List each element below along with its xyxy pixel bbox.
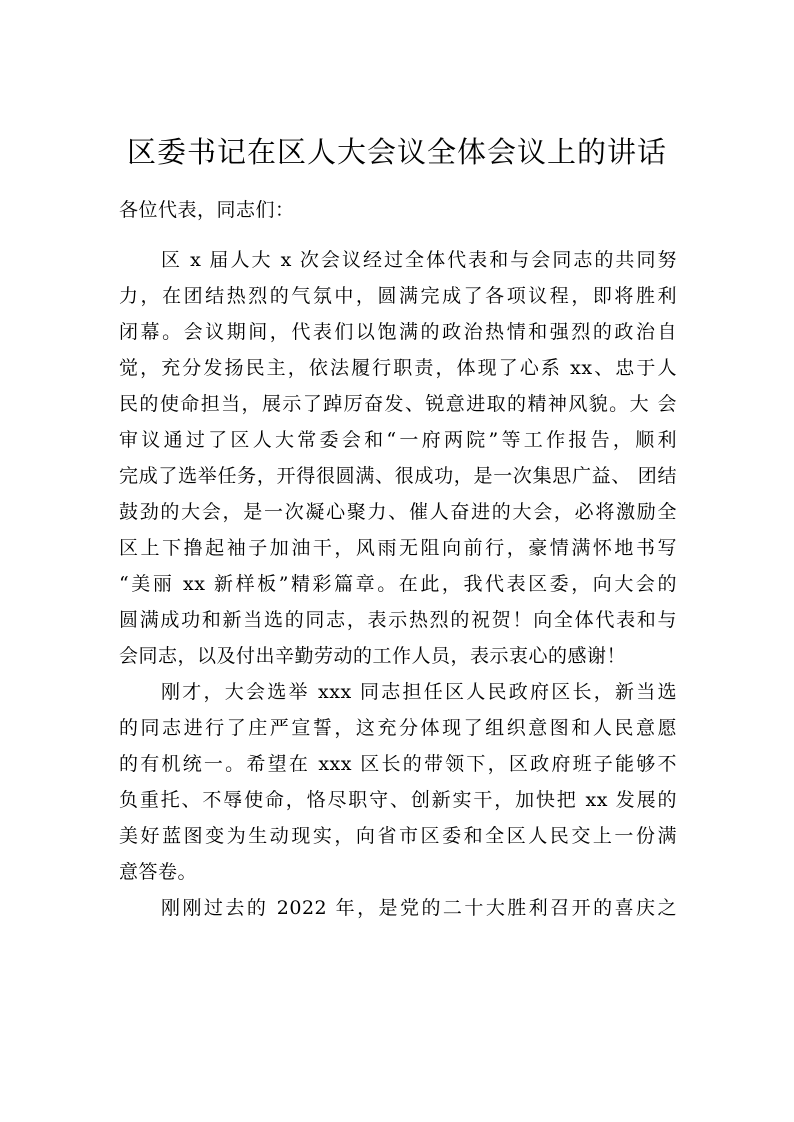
paragraph-line: 意答卷。 bbox=[119, 861, 198, 883]
paragraph-line: 圆满成功和新当选的同志，表示热烈的祝贺！向全体代表和与 bbox=[119, 609, 677, 631]
paragraph-line: 刚刚过去的 2022 年，是党的二十大胜利召开的喜庆之 bbox=[161, 897, 677, 919]
paragraph-line: 区 x 届人大 x 次会议经过全体代表和与会同志的共同努 bbox=[161, 249, 677, 271]
paragraph-line: 会同志，以及付出辛勤劳动的工作人员，表示衷心的感谢！ bbox=[119, 645, 627, 667]
paragraph-line: 刚才，大会选举 xxx 同志担任区人民政府区长，新当选 bbox=[161, 681, 677, 703]
paragraph-line: 完成了选举任务，开得很圆满、很成功，是一次集思广益、 团结 bbox=[119, 465, 677, 487]
paragraph-3 bbox=[119, 890, 677, 926]
paragraph-line: 力，在团结热烈的气氛中，圆满完成了各项议程，即将胜利 bbox=[119, 285, 677, 307]
paragraph-line: 的同志进行了庄严宣誓，这充分体现了组织意图和人民意愿 bbox=[119, 717, 677, 739]
document-body bbox=[119, 192, 677, 926]
paragraph-line: 鼓劲的大会，是一次凝心聚力、催人奋进的大会，必将激励全 bbox=[119, 501, 677, 523]
paragraph-line: 民的使命担当，展示了踔厉奋发、锐意进取的精神风貌。大 会 bbox=[119, 393, 677, 415]
paragraph-line: 觉，充分发扬民主，依法履行职责，体现了心系 xx、忠于人 bbox=[119, 357, 677, 379]
paragraph-line: “美丽 xx 新样板”精彩篇章。在此，我代表区委，向大会的 bbox=[119, 573, 677, 595]
paragraph-line: 负重托、不辱使命，恪尽职守、创新实干，加快把 xx 发展的 bbox=[119, 789, 677, 811]
document-title: 区委书记在区人大会议全体会议上的讲话 bbox=[126, 135, 667, 169]
paragraph-2 bbox=[119, 674, 677, 890]
greeting: 各位代表，同志们： bbox=[119, 199, 295, 221]
paragraph-line: 的有机统一。希望在 xxx 区长的带领下，区政府班子能够不 bbox=[119, 753, 677, 775]
paragraph-line: 美好蓝图变为生动现实，向省市区委和全区人民交上一份满 bbox=[119, 825, 677, 847]
paragraph-line: 闭幕。会议期间，代表们以饱满的政治热情和强烈的政治自 bbox=[119, 321, 677, 343]
paragraph-line: 区上下撸起袖子加油干，风雨无阻向前行，豪情满怀地书写 bbox=[119, 537, 677, 559]
paragraph-line: 审议通过了区人大常委会和“一府两院”等工作报告，顺利 bbox=[119, 429, 677, 451]
paragraph-1 bbox=[119, 242, 677, 674]
